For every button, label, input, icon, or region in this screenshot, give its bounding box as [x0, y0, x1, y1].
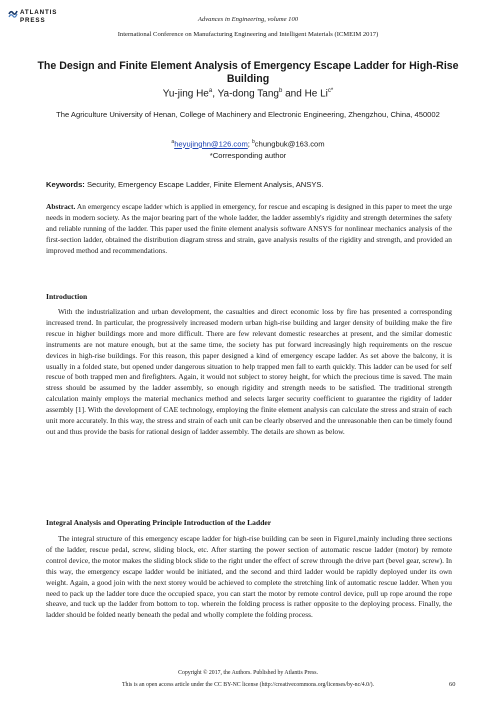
keywords: [46, 180, 466, 189]
abstract-label: Abstract.: [46, 202, 76, 211]
author-list: [0, 88, 496, 99]
author-name: He Li: [304, 88, 328, 100]
footer-license: This is an open access article under the CC BY-NC license (http://creativecommons.org/licenses/by-nc/4.0/).: [122, 682, 374, 688]
logo-text-line1: ATLANTIS: [20, 9, 58, 16]
keywords-label: Keywords:: [46, 180, 85, 189]
email-link-a[interactable]: heyujinghn@126.com: [174, 139, 248, 149]
footer-copyright: Copyright © 2017, the Authors. Published by Atlantis Press.: [178, 670, 318, 676]
email-mark-b: b: [252, 139, 255, 145]
author-name: Ya-dong Tang: [217, 88, 279, 100]
logo-text-line2: PRESS: [20, 17, 46, 24]
author-affiliation: The Agriculture University of Henan, College of Machinery and Electronic Engineering, Zhengzhou, China, 450002: [56, 110, 440, 119]
running-header-volume: Advances in Engineering, volume 100: [197, 16, 299, 23]
email-text-b: chungbuk@163.com: [254, 139, 325, 149]
abstract: [46, 202, 452, 257]
author-emails: $^a$heyujinghn@126.com; $^b$chungbuk@163.com: [171, 139, 325, 149]
section-body-introduction: With the industrialization and urban development, the casualties and direct economic loss by fire has presented a corresponding increased trend. In particular, the progressively increased modern urban high-rise building and larger density of building make the fire rescue in higher buildings more and more difficult. There are few relevant domestic researches at present, and the similar domestic instruments are not mature enough, but at the same time, the society has put forward increasingly high requirements on the rescue devices in high-rise buildings. For this reason, this paper designed a kind of emergency escape ladder. As set above the balcony, it is usually in a folded state, but opened under dangerous situation to help trapped men fall to earth quickly. This ladder can be used for self rescue of both trapped men and firefighters. Again, it would not subject to storey height, for which the precious time is saved. The main stress should be assumed by the ladder assembly, so enough rigidity and strength needs to be satisfied. The traditional strength calculation mainly employs the material mechanics method and selects larger security coefficient to guarantee the rigidity of ladder assembly [1]. With the development of CAE technology, employing the finite element analysis can calculate the stress and strain of each unit more accurately. In this way, the stress and strain of each unit can be clearly observed and the unreasonable then can be timely found out and thus provide the basis for rational design of ladder assembly. The details are shown as below.: [46, 307, 452, 436]
running-header-conference: International Conference on Manufacturing Engineering and Intelligent Materials (ICMEIM 2017): [117, 31, 379, 38]
section-heading-integral-analysis: Integral Analysis and Operating Principle Introduction of the Ladder: [46, 518, 272, 527]
author-separator: ,: [212, 88, 218, 100]
author-affiliation-mark: a: [208, 88, 213, 94]
section-heading-introduction: Introduction: [46, 292, 88, 301]
page-number: 60: [449, 681, 456, 688]
author-name: Yu-jing He: [162, 88, 209, 100]
paper-title: The Design and Finite Element Analysis of Emergency Escape Ladder for High-Rise Building: [37, 60, 459, 85]
author-separator: and: [282, 88, 305, 100]
author-affiliation-mark: b: [278, 88, 283, 94]
section-body-integral-analysis: The integral structure of this emergency escape ladder for high-rise building can be seen in Figure1,mainly including three sections of the ladder, rescue pedal, screw, sliding block, etc. After starting the power section of automatic rescue ladder (motor) by remote control device, the motor makes the sliding block slide to the right under the effect of screw through the drive part (bevel gear, screw). In this way, the emergency escape ladder would be initiated, and the second and third ladder would be rapidly deployed under its own weight. Again, a good join with the next storey would be achieved to complete the stretching link of automatic rescue ladder. When you need to pack up the ladder tore duce the occupied space, you can start the motor by remote control device, pull up rope around the rope sheave, and tuck up the ladder from bottom to top. wherein the folding process is rather opposite to the deploying process. Finally, the ladder should be folded neatly beneath the pedal and wholly complete the folding process.: [46, 534, 452, 620]
abstract-text: An emergency escape ladder which is applied in emergency, for rescue and escaping is designed in this paper to meet the urge needs in modern society. As the major bearing part of the whole ladder, the ladder assembly's rigidity and strength determines the safety and reliable running of the ladder. This paper used the finite element analysis software ANSYS for nonlinear mechanics analysis of the first-section ladder, obtained the distribution diagram stress and strain, gave analysis results of the rigidity and strength, and provided an improved method and recommendations.: [46, 202, 452, 255]
author-affiliation-mark: c*: [327, 88, 334, 94]
corresponding-author-note: *Corresponding author: [209, 151, 287, 160]
keywords-text: Security, Emergency Escape Ladder, Finite Element Analysis, ANSYS.: [86, 180, 324, 189]
email-mark-a: a: [171, 139, 175, 145]
